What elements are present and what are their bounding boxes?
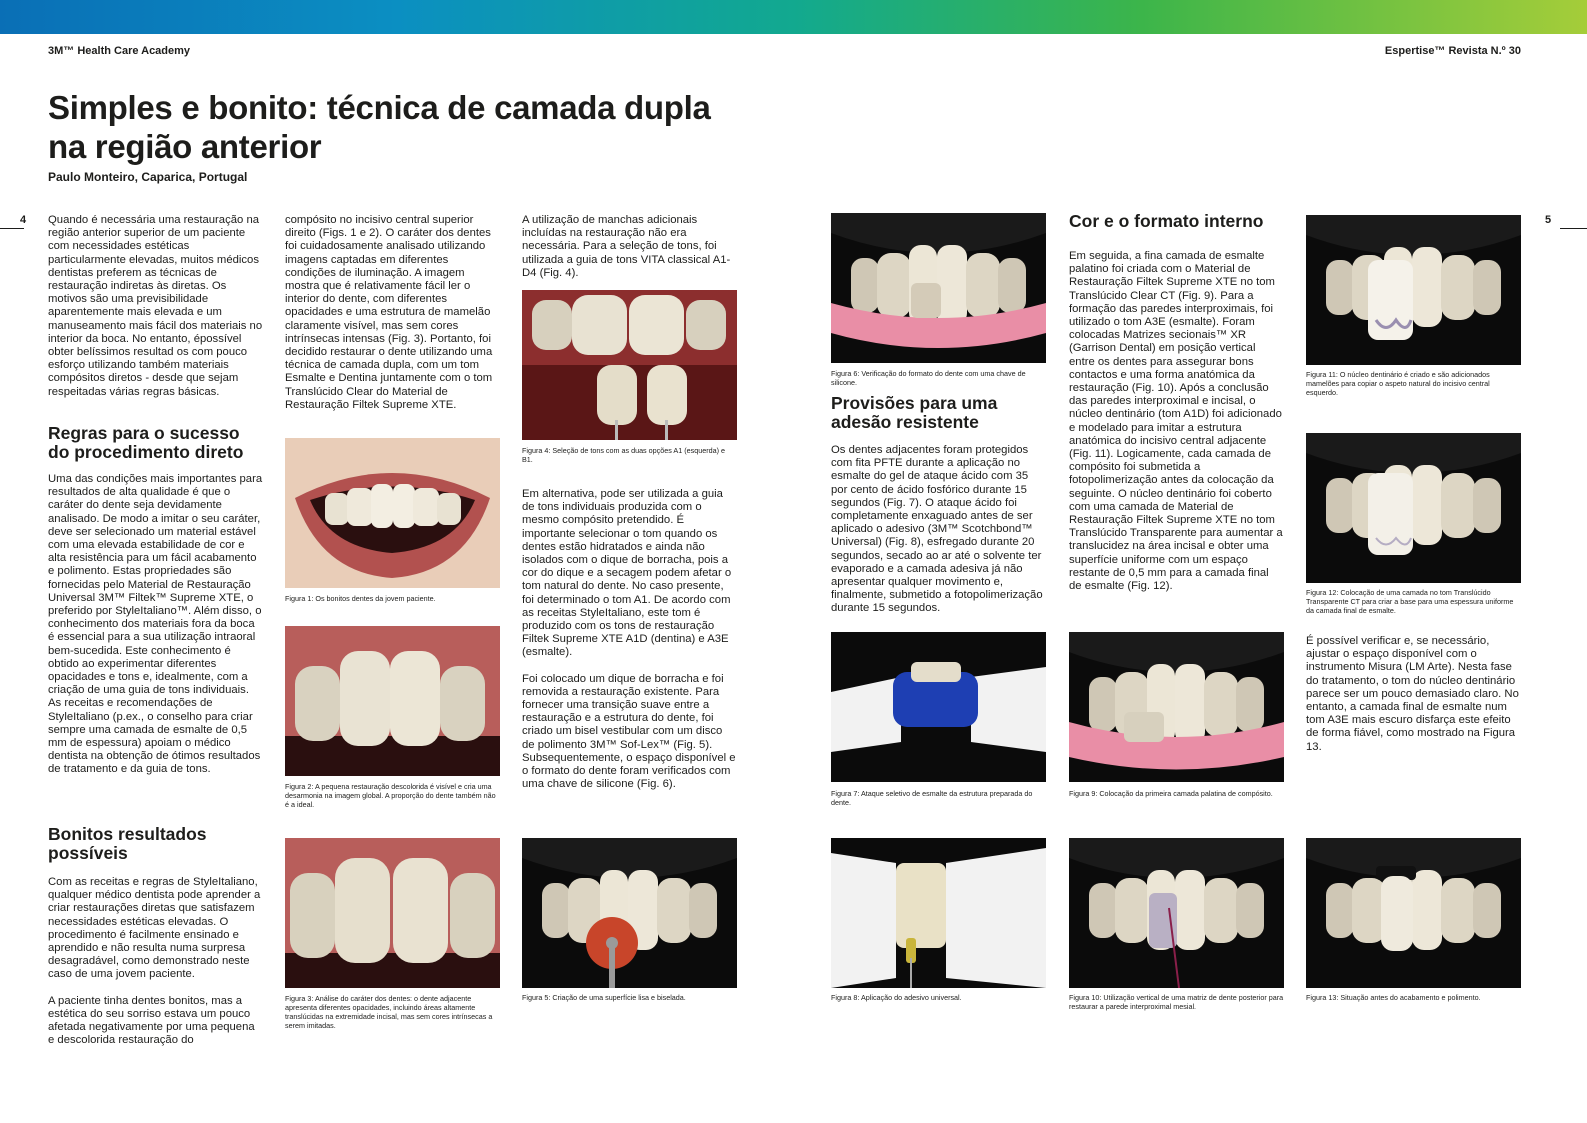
column-6-text: [1306, 635, 1521, 767]
col3-paragraph-2: Em alternativa, pode ser utilizada a guia de tons individuais produzida com o mesmo compósito pretendido. É importante selecionar o tom quando os dentes estão hidratados e ainda não isolados com o dique de borracha, pois a cor do dique e a secagem podem afetar o tom natural do dente. No caso presente, foi determinado o tom A1. De acordo com as receitas StyleItaliano, este tom é produzido com os tons de restauração Filtek Supreme XTE A1D (dentina) e A3E (esmalte).: [522, 488, 732, 659]
figure-7-caption: Figura 7: Ataque seletivo de esmalte da estrutura preparada do dente.: [831, 789, 1033, 807]
column-3-top: [522, 214, 737, 293]
results-paragraph: Com as receitas e regras de StyleItaliano, qualquer médico dentista pode aprender a criar restaurações diretas que satisfazem necessidades estéticas elevadas. O procedimento é facilmente ensinado e aprendido e não resulta numa surpresa desagradável, como demonstrado neste caso de uma jovem paciente.: [48, 876, 261, 981]
col3-paragraph-3: Foi colocado um dique de borracha e foi removida a restauração existente. Para fornecer uma transição suave entre a restauração e a estrutura do dente, foi criado um bisel vestibular com um disco de polimento 3M™ Sof-Lex™ (Fig. 5). Subsequentemente, o espaço disponível e o formato do dente foram verificados com uma chave de silicone (Fig. 6).: [522, 672, 736, 791]
page-tick-right: [1560, 228, 1587, 229]
figure-9-photo: [1069, 632, 1284, 782]
figure-11-photo: [1306, 215, 1521, 365]
title-line-2: na região anterior: [48, 128, 322, 165]
page-tick-left: [0, 228, 24, 229]
figure-13-photo: [1306, 838, 1521, 988]
header-issue: Espertise™ Revista N.º 30: [1384, 45, 1521, 57]
article-author: Paulo Monteiro, Caparica, Portugal: [48, 170, 248, 184]
rules-block: [48, 473, 263, 790]
figure-9-caption: Figura 9: Colocação da primeira camada palatina de compósito.: [1069, 789, 1273, 798]
column-4-text: [831, 444, 1046, 629]
figure-3-caption: Figura 3: Análise do caráter dos dentes: o dente adjacente apresenta diferentes opacidades, incluindo áreas altamente translúcidas na extremidade incisal, mas sem cores intrínsecas a serem imitadas.: [285, 994, 493, 1030]
figure-7-photo: [831, 632, 1046, 782]
figure-8-photo: [831, 838, 1046, 988]
figure-11-caption: Figura 11: O núcleo dentinário é criado e são adicionados mamelões para copiar o aspeto natural do incisivo central esquerdo.: [1306, 370, 1490, 397]
page-number-left: 4: [20, 214, 27, 226]
column-5-text: [1069, 250, 1284, 606]
column-2: [285, 214, 500, 425]
column-3-bottom: [522, 488, 737, 804]
figure-10-photo: [1069, 838, 1284, 988]
figure-4-caption: Figura 4: Seleção de tons com as duas opções A1 (esquerda) e B1.: [522, 446, 725, 464]
figure-1-photo: [285, 438, 500, 588]
figure-13-caption: Figura 13: Situação antes do acabamento e polimento.: [1306, 993, 1481, 1002]
results-block: [48, 876, 263, 1060]
figure-10-caption: Figura 10: Utilização vertical de uma matriz de dente posterior para restaurar a parede interproximal mesial.: [1069, 993, 1284, 1011]
figure-5-photo: [522, 838, 737, 988]
figure-6-photo: [831, 213, 1046, 363]
header-brand: 3M™ Health Care Academy: [48, 45, 191, 57]
bonding-paragraph: Os dentes adjacentes foram protegidos com fita PFTE durante a aplicação no esmalte do gel de ataque ácido com 35 por cento de ácido fosfórico durante 15 segundos (Fig. 7). O ataque ácido foi completamente enxaguado antes de ser aplicado o adesivo (3M™ Scotchbond™ Universal) (Fig. 8), esfregado durante 20 segundos, secado ao ar até o solvente ter evaporado e a camada adesiva já não apresentar qualquer movimento e, finalmente, submetido a fotopolimerização durante 15 segundos.: [831, 444, 1043, 615]
article-title: [48, 88, 711, 166]
page-number-right: 5: [1545, 214, 1552, 226]
intro-paragraph: Quando é necessária uma restauração na região anterior superior de um paciente com necessidades estéticas particularmente elevadas, muitos médicos dentistas preferem as técnicas de restauração indiretas às diretas. Os motivos são uma previsibilidade aparentemente mais elevada e um manuseamento mais fácil dos materiais no interior da boca. No entanto, épossível obter belíssimos resultad os com pouco esforço utilizando também materiais compósitos diretos - desde que sejam respeitadas várias regras básicas.: [48, 214, 263, 398]
heading-bonding: Provisões para uma adesão resistente: [831, 393, 998, 432]
rules-paragraph: Uma das condições mais importantes para resultados de alta qualidade é que o caráter do dente seja devidamente analisado. De modo a imitar o seu caráter, deve ser selecionado um material estável com uma elevada estabilidade de cor e alta resistência para um fácil acabamento e polimento. Estas propriedades são fornecidas pelo Material de Restauração Universal 3M™ Filtek™ Supreme XTE, o preferido por StyleItaliano™. Além disso, o conhecimento dos materiais fora da boca é essencial para a sua utilização intraoral bem-sucedida. Este conhecimento é obtido ao experimentar diferentes opacidades e tons e, idealmente, com a criação de uma guia de tons individuais. As receitas e recomendações de StyleItaliano (p.ex., o conselho para criar sempre uma camada de esmalte de 0,5 mm de espessura) apoiam o médico dentista na obtenção de ótimos resultados de tratamento e da guia de tons.: [48, 473, 263, 776]
patient-paragraph: A paciente tinha dentes bonitos, mas a estética do seu sorriso estava um pouco afetada negativamente por uma pequena e descolorida restauração do: [48, 994, 255, 1047]
column-1: [48, 214, 263, 412]
figure-1-caption: Figura 1: Os bonitos dentes da jovem paciente.: [285, 594, 436, 603]
figure-12-caption: Figura 12: Colocação de uma camada no tom Translúcido Transparente CT para criar a base para uma espessura uniforme da camada final de esmalte.: [1306, 588, 1514, 615]
col2-paragraph: compósito no incisivo central superior direito (Figs. 1 e 2). O caráter dos dentes foi cuidadosamente analisado utilizando imagens captadas em diferentes condições de iluminação. A imagem mostra que é relativamente fácil ler o interior do dente, com diferentes opacidades e uma estrutura de mamelão claramente visível, mas sem cores intrínsecas intensas (Fig. 3). Portanto, foi decidido restaurar o dente utilizando uma técnica de camada dupla, com um tom Esmalte e Dentina juntamente com o tom Translúcido Clear do Material de Restauração Filtek Supreme XTE.: [285, 214, 493, 411]
figure-4-photo: [522, 290, 737, 440]
col6-paragraph: É possível verificar e, se necessário, ajustar o espaço disponível com o instrumento Misura (LM Arte). Nesta fase do tratamento, o tom do núcleo dentinário parece ser um pouco demasiado claro. No entanto, a camada final de esmalte num tom A3E mais escuro disfarça este efeito de forma fiável, como mostrado na Figura 13.: [1306, 635, 1519, 753]
heading-shape: Cor e o formato interno: [1069, 211, 1264, 231]
shape-paragraph: Em seguida, a fina camada de esmalte palatino foi criada com o Material de Restauração Filtek Supreme XTE no tom Translúcido Clear CT (Fig. 9). Para a formação das paredes interproximais, foi utilizado o tom A3E (esmalte). Foram colocadas Matrizes secionais™ XR (Garrison Dental) em posição vertical entre os dentes para assegurar bons contactos e uma forma anatómica da restauração (Fig. 10). Após a conclusão das paredes interproximal e incisal, o núcleo dentinário (tom A1D) foi adicionado e modelado para imitar a estrutura anatómica do incisivo central adjacente (Fig. 11). Logicamente, cada camada de compósito foi submetida a fotopolimerização antes da colocação da seguinte. O núcleo dentinário foi coberto com uma camada de Material de Restauração Filtek Supreme XTE no tom Translúcido Transparente para aumentar a translucidez na área incisal e obter uma superfície uniforme com um espaço restante de 0,5 mm para a camada final de esmalte (Fig. 12).: [1069, 250, 1283, 593]
heading-rules: Regras para o sucesso do procedimento direto: [48, 423, 244, 462]
figure-8-caption: Figura 8: Aplicação do adesivo universal.: [831, 993, 962, 1002]
figure-12-photo: [1306, 433, 1521, 583]
figure-2-photo: [285, 626, 500, 776]
figure-5-caption: Figura 5: Criação de uma superfície lisa e biselada.: [522, 993, 686, 1002]
heading-results: Bonitos resultados possíveis: [48, 824, 207, 863]
title-line-1: Simples e bonito: técnica de camada dupla: [48, 89, 711, 126]
figure-6-caption: Figura 6: Verificação do formato do dente com uma chave de silicone.: [831, 369, 1026, 387]
figure-3-photo: [285, 838, 500, 988]
figure-2-caption: Figura 2: A pequena restauração descolorida é visível e cria uma desarmonia na imagem global. A proporção do dente também não é a ideal.: [285, 782, 496, 809]
top-gradient-bar: [0, 0, 1587, 34]
col3-paragraph-1: A utilização de manchas adicionais incluídas na restauração não era necessária. Para a seleção de tons, foi utilizada a guia de tons VITA classical A1-D4 (Fig. 4).: [522, 214, 731, 279]
